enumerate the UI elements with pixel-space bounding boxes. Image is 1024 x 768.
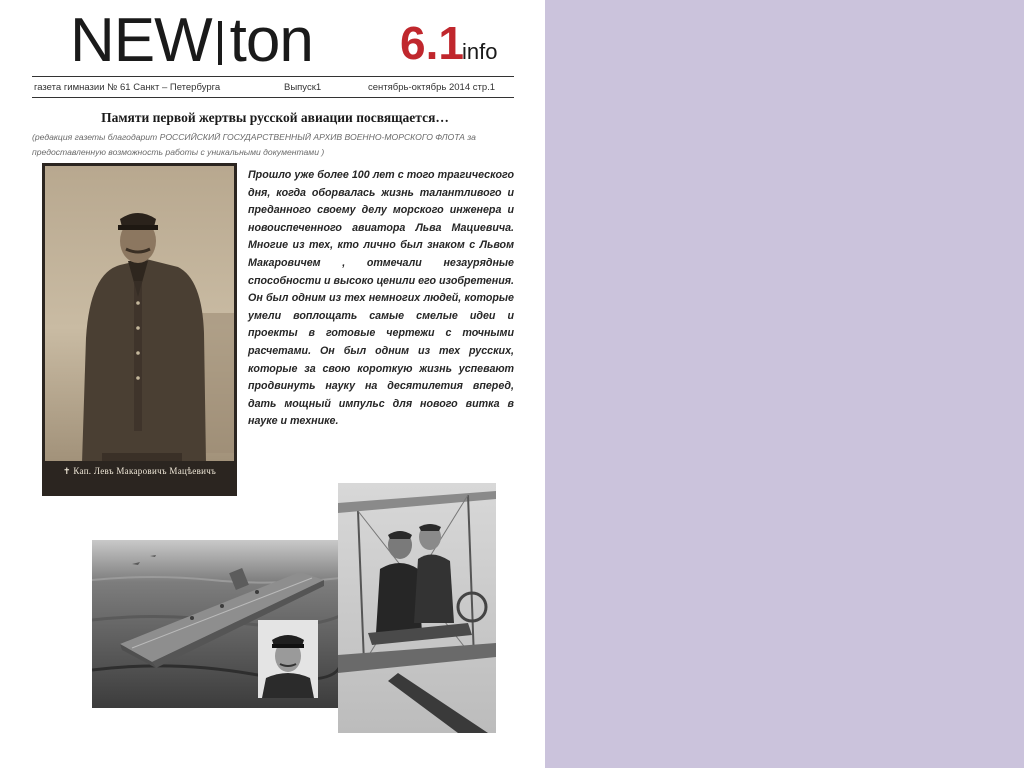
newspaper-masthead <box>70 6 340 76</box>
issue-date-page: сентябрь-октябрь 2014 стр.1 <box>368 82 496 93</box>
issue-domain: info <box>461 39 498 64</box>
masthead-title-left: NEW <box>70 6 212 75</box>
aviators-image <box>338 483 496 733</box>
inset-portrait-photo <box>258 620 318 698</box>
issue-logo <box>400 17 498 69</box>
side-panel <box>545 0 1024 768</box>
inset-portrait-image <box>258 620 318 698</box>
aviators-photo <box>338 483 496 733</box>
portrait-caption: ✝ Кап. Левъ Макаровичъ Мацѣевичъ <box>62 466 217 476</box>
school-name: газета гимназии № 61 Санкт – Петербурга <box>34 82 221 93</box>
masthead-divider <box>218 21 222 65</box>
issue-number: 6.1 <box>400 17 464 69</box>
portrait-photo <box>42 163 237 496</box>
masthead-title-right: ton <box>229 6 313 75</box>
issue-label: Выпуск1 <box>284 82 322 93</box>
article-credit: (редакция газеты благодарит РОССИЙСКИЙ ГОСУДАРСТВЕННЫЙ АРХИВ ВОЕННО-МОРСКОГО ФЛОТА за предоставленную возможность работы с уникальными документами ) <box>32 132 476 157</box>
issue-info-line <box>32 76 514 98</box>
portrait-image <box>42 163 237 496</box>
article-body: Прошло уже более 100 лет с того трагического дня, когда оборвалась жизнь талантливого и преданного своему делу морского инженера и новоиспеченного авиатора Льва Мациевича. Многие из тех, кто лично был знаком с Львом Макаровичем , отмечали незаурядные способности и высоко ценили его изобретения. Он был одним из тех немногих людей, которые умели воплощать самые смелые идеи и проекты в готовые чертежи с точными расчетами. Он был одним из тех русских, которые за свою короткую жизнь успевают продвинуть науку на десятилетия вперед, дать мощный импульс для нового витка в науке и технике. <box>248 169 514 428</box>
article-headline: Памяти первой жертвы русской авиации посвящается… <box>101 110 449 125</box>
